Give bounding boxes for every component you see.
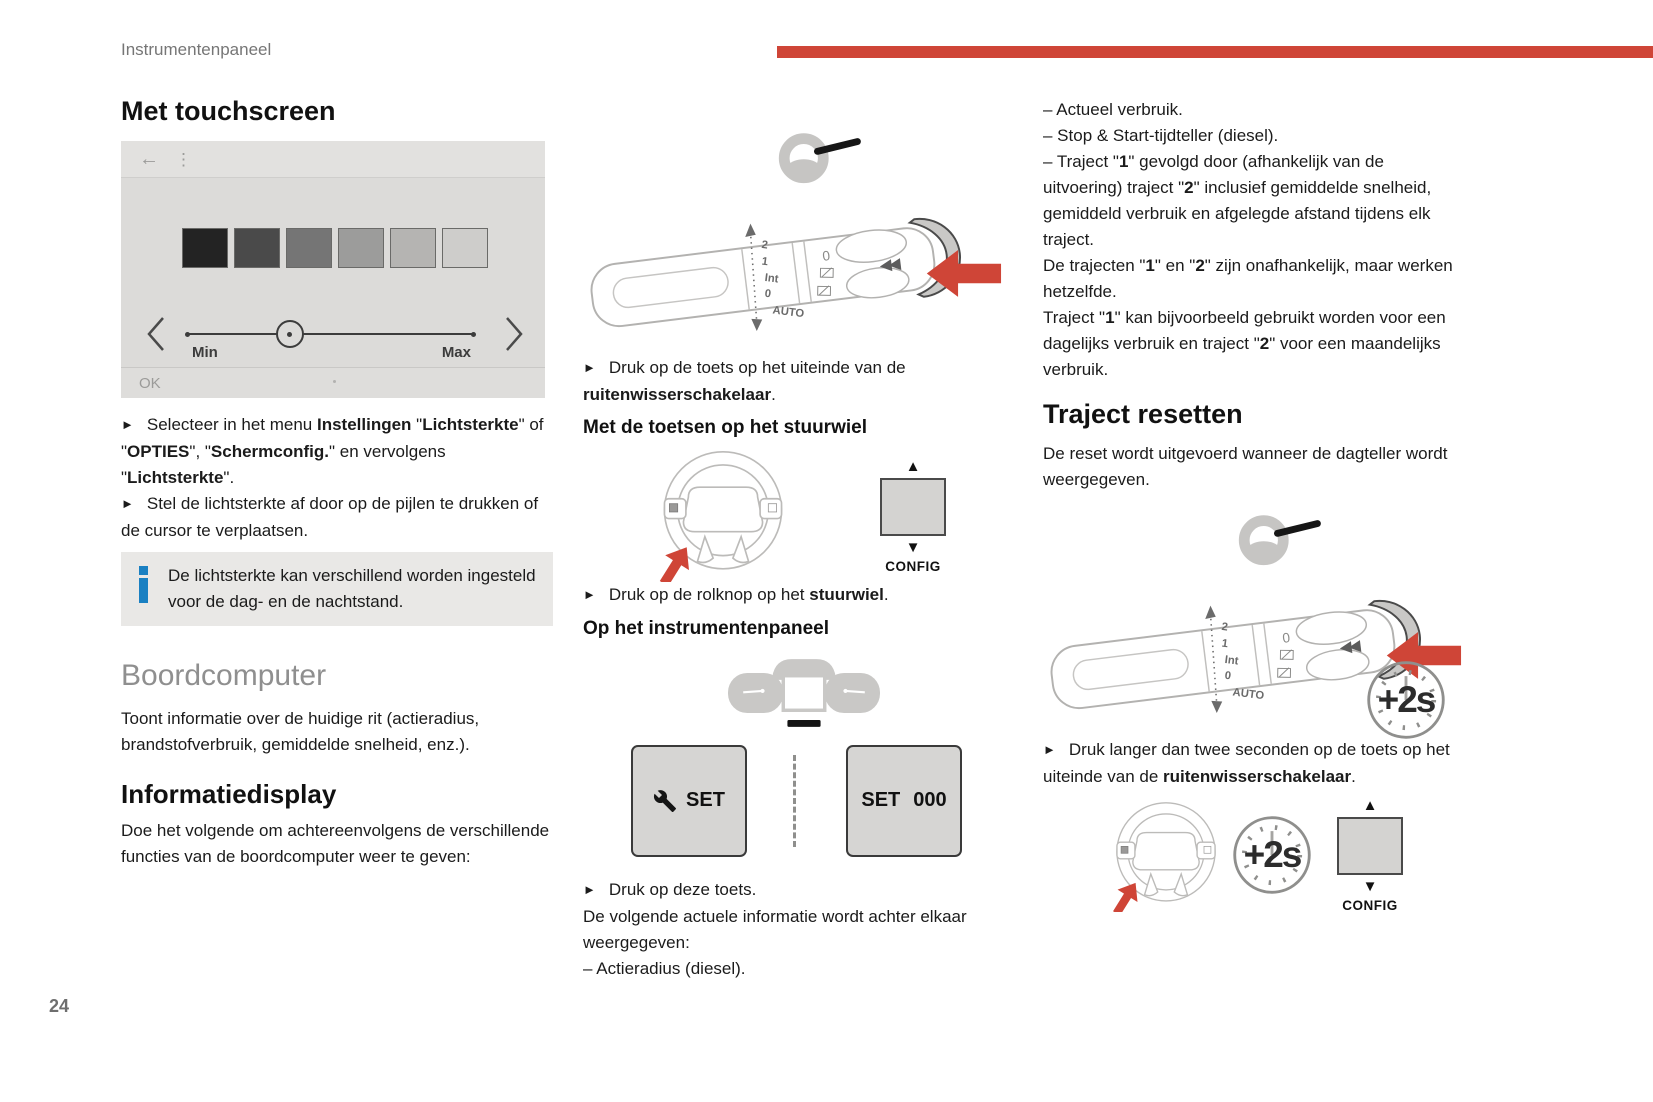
plus-2s-label: +2s xyxy=(1377,678,1435,720)
steering-wheel-icon xyxy=(784,139,857,178)
svg-text:Int: Int xyxy=(764,271,780,286)
brightness-slider xyxy=(187,333,474,335)
bullet-icon: ► xyxy=(1043,741,1056,757)
brightness-swatch xyxy=(442,228,488,268)
brightness-panel xyxy=(121,178,545,367)
plus-2s-label: +2s xyxy=(1243,833,1301,875)
back-arrow-icon: ← xyxy=(139,148,159,170)
instrument-cluster-illustration xyxy=(728,655,880,731)
section-title-informatiedisplay: Informatiedisplay xyxy=(121,779,337,809)
steering-wheel-front xyxy=(638,446,808,582)
section-title-traject-resetten: Traject resetten xyxy=(1043,399,1243,429)
brightness-swatches xyxy=(182,228,488,268)
note-text: De lichtsterkte kan verschillend worden ingesteld voor de dag- en de nachtstand. xyxy=(168,566,536,611)
paragraph: Traject "1" kan bijvoorbeeld gebruikt worden voor een dagelijks verbruik en traject "2" voor een maandelijks verbruik. xyxy=(1043,308,1446,379)
section-title-boordcomputer: Boordcomputer xyxy=(121,659,327,692)
paragraph: ► Druk op deze toets. xyxy=(583,877,1003,904)
max-label: Max xyxy=(441,344,471,361)
bullet-icon: ► xyxy=(583,586,596,602)
slider-handle xyxy=(276,320,304,348)
column-left xyxy=(121,95,553,870)
svg-text:AUTO: AUTO xyxy=(771,304,805,321)
set-label: SET xyxy=(686,789,725,812)
reset-buttons-illustration xyxy=(1043,798,1467,913)
set-value: 000 xyxy=(913,789,947,812)
svg-text:0: 0 xyxy=(1281,630,1291,646)
list-item: – Actieradius (diesel). xyxy=(583,958,746,978)
section-title-met-touchscreen: Met touchscreen xyxy=(121,96,336,126)
column-right xyxy=(1043,97,1467,912)
list-item: – Traject "1" gevolgd door (afhankelijk van de uitvoering) traject "2" inclusief gemiddelde snelheid, gemiddeld verbruik en afgelegde afstand tijdens elk traject. xyxy=(1043,152,1432,249)
set-button-illustration xyxy=(631,745,747,857)
paragraph: ► Druk op de rolknop op het stuurwiel. xyxy=(583,582,1003,609)
touchscreen-footer xyxy=(121,367,545,398)
svg-text:2: 2 xyxy=(760,238,769,252)
touchscreen-illustration xyxy=(121,141,545,397)
set-display-illustration xyxy=(846,745,962,857)
wiper-stalk-illustration xyxy=(1043,507,1463,737)
config-button-illustration xyxy=(880,459,946,574)
set-label: SET xyxy=(861,789,901,812)
paragraph: De reset wordt uitgevoerd wanneer de dagteller wordt weergegeven. xyxy=(1043,444,1448,489)
brightness-swatch xyxy=(286,228,332,268)
brightness-swatch xyxy=(390,228,436,268)
ok-button-label: OK xyxy=(139,374,161,392)
double-left-arrow-icon: ◀◀ xyxy=(878,255,899,275)
scroll-button xyxy=(669,503,677,511)
down-arrow-icon: ▼ xyxy=(1362,877,1378,895)
accent-bar xyxy=(777,46,1653,58)
steering-wheel-icon xyxy=(1244,521,1317,560)
subheading-instrumentenpaneel: Op het instrumentenpaneel xyxy=(583,617,829,639)
wrench-icon xyxy=(653,789,677,813)
svg-text:2: 2 xyxy=(1220,620,1229,634)
column-middle xyxy=(583,95,1003,982)
info-icon xyxy=(139,563,148,615)
paragraph: De volgende actuele informatie wordt achter elkaar weergegeven: xyxy=(583,906,967,952)
config-label: CONFIG xyxy=(885,559,941,575)
paragraph: Toont informatie over de huidige rit (actieradius, brandstofverbruik, gemiddelde snelheid, enz.). xyxy=(121,709,480,754)
decrease-chevron-icon xyxy=(143,314,169,354)
list-item: – Stop & Start-tijdteller (diesel). xyxy=(1043,126,1279,145)
paragraph: De trajecten "1" en "2" zijn onafhankelijk, maar werken hetzelfde. xyxy=(1043,256,1453,301)
svg-text:0: 0 xyxy=(821,248,831,264)
brightness-swatch xyxy=(338,228,384,268)
svg-text:Int: Int xyxy=(1224,653,1240,668)
svg-text:1: 1 xyxy=(761,255,769,269)
list-item: – Actueel verbruik. xyxy=(1043,100,1183,119)
config-button-face xyxy=(1337,817,1403,875)
bullet-icon: ► xyxy=(583,881,596,897)
plus-2s-badge xyxy=(1363,657,1449,743)
up-arrow-icon: ▲ xyxy=(1362,796,1378,814)
paragraph: Doe het volgende om achtereenvolgens de verschillende functies van de boordcomputer weer te geven: xyxy=(121,821,550,866)
paragraph: ► Stel de lichtsterkte af door op de pijlen te drukken of de cursor te verplaatsen. xyxy=(121,491,553,544)
menu-dots-icon: ⋮ xyxy=(175,149,192,169)
bullet-icon: ► xyxy=(583,359,596,375)
divider xyxy=(793,755,796,847)
svg-text:AUTO: AUTO xyxy=(1231,686,1265,703)
bullet-icon: ► xyxy=(121,496,134,511)
paragraph: ► Druk op de toets op het uiteinde van de ruitenwisserschakelaar. xyxy=(583,355,1003,408)
plus-2s-badge xyxy=(1229,812,1315,898)
paragraph: ► Druk langer dan twee seconden op de toets op het uiteinde van de ruitenwisserschakelaar. xyxy=(1043,737,1467,790)
config-button-illustration xyxy=(1337,798,1403,913)
steering-wheel-front xyxy=(1095,798,1237,912)
breadcrumb: Instrumentenpaneel xyxy=(121,40,272,59)
min-label: Min xyxy=(192,344,218,361)
info-note xyxy=(121,552,553,626)
wiper-stalk-illustration xyxy=(583,125,1003,355)
set-buttons-illustration xyxy=(583,745,1003,857)
touchscreen-header xyxy=(121,141,545,178)
subheading-stuurwiel: Met de toetsen op het stuurwiel xyxy=(583,416,867,438)
brightness-swatch xyxy=(182,228,228,268)
scroll-button xyxy=(1121,846,1128,853)
config-label: CONFIG xyxy=(1342,897,1398,913)
svg-text:1: 1 xyxy=(1221,637,1229,651)
cluster-button xyxy=(787,719,820,726)
up-arrow-icon: ▲ xyxy=(905,458,921,476)
page-number: 24 xyxy=(49,996,70,1016)
increase-chevron-icon xyxy=(501,314,527,354)
svg-text:0: 0 xyxy=(763,287,772,301)
down-arrow-icon: ▼ xyxy=(905,539,921,557)
paragraph: ► Selecteer in het menu Instellingen "Lichtsterkte" of "OPTIES", "Schermconfig." en vervolgens "Lichtsterkte". xyxy=(121,412,553,491)
brightness-swatch xyxy=(234,228,280,268)
steering-wheel-buttons-illustration xyxy=(583,446,1003,582)
double-left-arrow-icon: ◀◀ xyxy=(1338,637,1359,657)
bullet-icon: ► xyxy=(121,417,134,432)
config-button-face xyxy=(880,478,946,536)
svg-text:0: 0 xyxy=(1223,669,1232,683)
